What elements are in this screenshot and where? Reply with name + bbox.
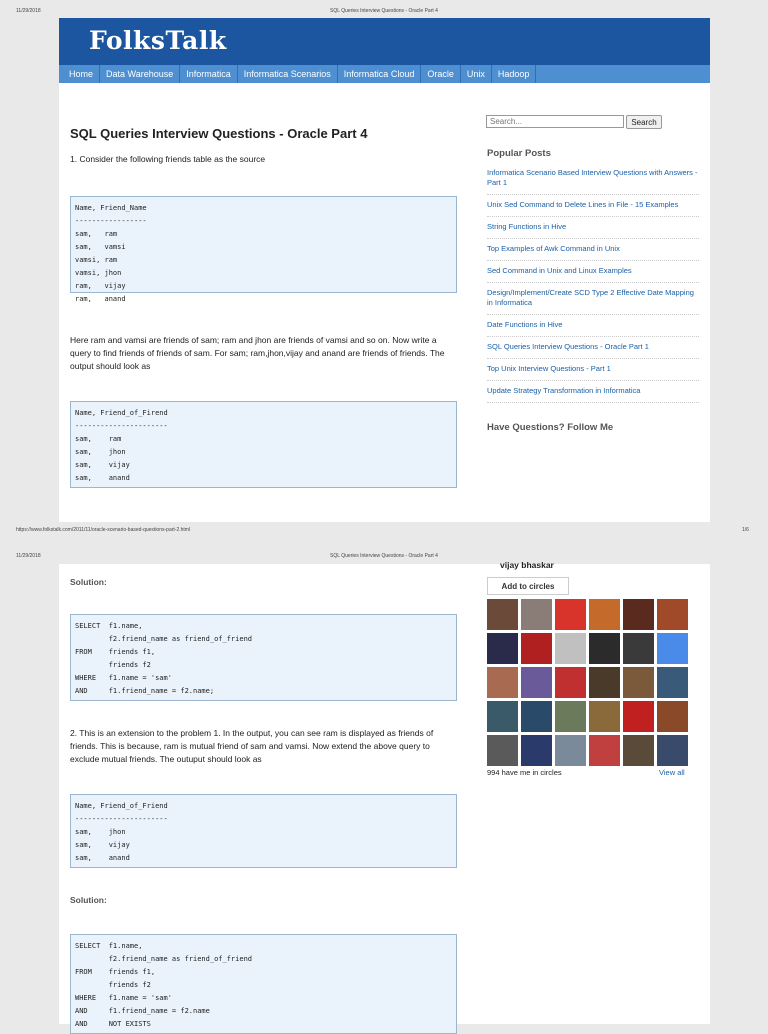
circle-member-avatar[interactable] <box>657 599 688 630</box>
code-line: f2.friend_name as friend_of_friend <box>75 635 253 643</box>
code-line: FROM friends f1, <box>75 968 156 976</box>
circle-member-avatar[interactable] <box>623 599 654 630</box>
popular-post-link[interactable]: Top Unix Interview Questions - Part 1 <box>487 364 699 381</box>
circle-member-avatar[interactable] <box>657 633 688 664</box>
code-line: ram, anand <box>75 295 126 303</box>
nav-item-data-warehouse[interactable]: Data Warehouse <box>100 65 180 83</box>
page-title: SQL Queries Interview Questions - Oracle Part 4 <box>70 126 368 141</box>
search-input[interactable] <box>486 115 624 128</box>
popular-post-link[interactable]: Unix Sed Command to Delete Lines in File - 15 Examples <box>487 200 699 217</box>
circle-member-avatar[interactable] <box>623 633 654 664</box>
code-line: Name, Friend_of_Friend <box>75 802 168 810</box>
q1-solution-code <box>70 614 457 701</box>
q1-intro: 1. Consider the following friends table as the source <box>70 154 266 164</box>
page-1 <box>59 18 710 522</box>
popular-post-link[interactable]: Design/Implement/Create SCD Type 2 Effective Date Mapping in Informatica <box>487 288 699 315</box>
popular-posts-list <box>487 168 699 408</box>
solution-label-2: Solution: <box>70 895 107 905</box>
circle-member-avatar[interactable] <box>555 633 586 664</box>
print-title: SQL Queries Interview Questions - Oracle Part 4 <box>330 8 438 14</box>
circle-member-avatar[interactable] <box>555 701 586 732</box>
circles-count: 994 have me in circles <box>487 768 562 777</box>
code-line: vamsi, jhon <box>75 269 122 277</box>
code-line: Name, Friend_Name <box>75 204 147 212</box>
code-line: sam, vijay <box>75 841 130 849</box>
nav-item-hadoop[interactable]: Hadoop <box>492 65 537 83</box>
circle-member-avatar[interactable] <box>487 667 518 698</box>
code-line: AND NOT EXISTS <box>75 1020 151 1028</box>
circle-member-avatar[interactable] <box>589 633 620 664</box>
circle-member-avatar[interactable] <box>487 701 518 732</box>
circle-member-avatar[interactable] <box>521 599 552 630</box>
nav-item-informatica-cloud[interactable]: Informatica Cloud <box>338 65 422 83</box>
popular-posts-title: Popular Posts <box>487 148 551 159</box>
code-line: vamsi, ram <box>75 256 118 264</box>
site-banner <box>59 18 710 65</box>
popular-post-link[interactable]: Date Functions in Hive <box>487 320 699 337</box>
code-line: SELECT f1.name, <box>75 942 143 950</box>
circle-member-avatar[interactable] <box>487 735 518 766</box>
code-line: friends f2 <box>75 981 151 989</box>
code-line: ----------------- <box>75 217 147 225</box>
nav-item-oracle[interactable]: Oracle <box>421 65 461 83</box>
circle-member-avatar[interactable] <box>589 735 620 766</box>
code-line: WHERE f1.name = 'sam' <box>75 994 172 1002</box>
popular-post-link[interactable]: Update Strategy Transformation in Informatica <box>487 386 699 403</box>
code-line: FROM friends f1, <box>75 648 156 656</box>
code-line: sam, ram <box>75 230 118 238</box>
print-page-number: 1/6 <box>742 527 749 533</box>
print-date: 11/29/2018 <box>16 8 41 14</box>
code-line: sam, jhon <box>75 828 126 836</box>
code-line: ---------------------- <box>75 422 168 430</box>
site-logo[interactable]: FolksTalk <box>89 26 227 55</box>
nav-item-unix[interactable]: Unix <box>461 65 492 83</box>
circle-member-avatar[interactable] <box>521 633 552 664</box>
code-line: ram, vijay <box>75 282 126 290</box>
view-all-link[interactable]: View all <box>659 768 685 777</box>
nav-item-informatica[interactable]: Informatica <box>180 65 238 83</box>
q2-output-code <box>70 794 457 868</box>
code-line: AND f1.friend_name = f2.name <box>75 1007 210 1015</box>
code-line: AND f1.friend_name = f2.name; <box>75 687 215 695</box>
code-line: sam, vijay <box>75 461 130 469</box>
code-line: Name, Friend_of_Firend <box>75 409 168 417</box>
circle-member-avatar[interactable] <box>589 599 620 630</box>
main-nav <box>59 65 710 83</box>
circle-member-avatar[interactable] <box>521 701 552 732</box>
circle-member-avatar[interactable] <box>555 735 586 766</box>
code-line: sam, ram <box>75 435 122 443</box>
circle-member-avatar[interactable] <box>657 735 688 766</box>
circle-member-avatar[interactable] <box>487 633 518 664</box>
popular-post-link[interactable]: Informatica Scenario Based Interview Questions with Answers - Part 1 <box>487 168 699 195</box>
gplus-profile-name[interactable]: vijay bhaskar <box>500 560 554 570</box>
code-line: friends f2 <box>75 661 151 669</box>
q1-description: Here ram and vamsi are friends of sam; ram and jhon are friends of vamsi and so on. Now write a query to find friends of friends of sam. For sam; ram,jhon,vijay and anand are friends of friends. The output should look as <box>70 335 445 371</box>
nav-item-home[interactable]: Home <box>63 65 100 83</box>
circle-member-avatar[interactable] <box>521 735 552 766</box>
code-line: ---------------------- <box>75 815 168 823</box>
code-line: SELECT f1.name, <box>75 622 143 630</box>
print-url: https://www.folkstalk.com/2011/11/oracle-scenario-based-questions-part-2.html <box>16 527 191 533</box>
code-line: WHERE f1.name = 'sam' <box>75 674 172 682</box>
print-date-2: 11/29/2018 <box>16 553 41 559</box>
code-line: f2.friend_name as friend_of_friend <box>75 955 253 963</box>
nav-item-informatica-scenarios[interactable]: Informatica Scenarios <box>238 65 338 83</box>
circle-member-avatar[interactable] <box>657 701 688 732</box>
code-line: sam, vamsi <box>75 243 126 251</box>
popular-post-link[interactable]: Top Examples of Awk Command in Unix <box>487 244 699 261</box>
circle-member-avatar[interactable] <box>589 667 620 698</box>
circle-member-avatar[interactable] <box>623 701 654 732</box>
follow-title: Have Questions? Follow Me <box>487 422 614 433</box>
circle-member-avatar[interactable] <box>589 701 620 732</box>
q1-output-code <box>70 401 457 488</box>
circle-member-avatar[interactable] <box>521 667 552 698</box>
circle-member-avatar[interactable] <box>555 599 586 630</box>
search-button[interactable]: Search <box>626 115 662 129</box>
popular-post-link[interactable]: String Functions in Hive <box>487 222 699 239</box>
code-line: sam, anand <box>75 854 130 862</box>
source-table-code <box>70 196 457 303</box>
code-line: sam, jhon <box>75 448 126 456</box>
add-to-circles-button[interactable]: Add to circles <box>487 577 569 595</box>
circle-avatars <box>487 599 692 766</box>
solution-label-1: Solution: <box>70 577 107 587</box>
q2-description: 2. This is an extension to the problem 1. In the output, you can see ram is displayed as friends of friends. This is because, ram is mutual friend of sam and vamsi. Now extend the above query to exclude mutual friends. The outuput should look as <box>70 728 434 764</box>
circle-member-avatar[interactable] <box>623 667 654 698</box>
popular-post-link[interactable]: Sed Command in Unix and Linux Examples <box>487 266 699 283</box>
page-2 <box>59 560 710 1028</box>
circle-member-avatar[interactable] <box>487 599 518 630</box>
code-line: sam, anand <box>75 474 130 482</box>
print-title-2: SQL Queries Interview Questions - Oracle Part 4 <box>330 553 438 559</box>
q2-solution-code <box>70 934 457 1034</box>
circle-member-avatar[interactable] <box>555 667 586 698</box>
circle-member-avatar[interactable] <box>657 667 688 698</box>
circle-member-avatar[interactable] <box>623 735 654 766</box>
popular-post-link[interactable]: SQL Queries Interview Questions - Oracle Part 1 <box>487 342 699 359</box>
